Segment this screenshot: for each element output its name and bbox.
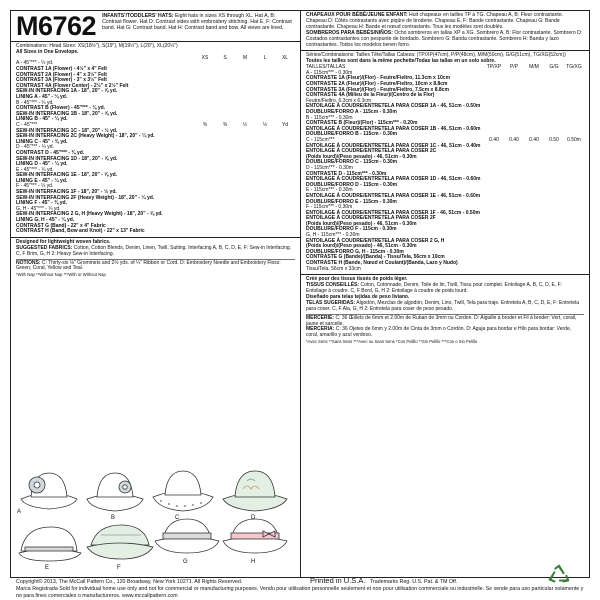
hat-view-f	[87, 525, 153, 559]
telas-text: Algodón, Mezclas de algodón, Denim, Lino, Twill, Tela para traje. Entretela A, B, C, D, E, F: Entretela para coser. C, F Ala, G, H 2: Entretela para coser de peso pesado.	[306, 299, 580, 312]
description-en	[102, 13, 295, 31]
row-label: SEW-IN INTERFACING 1B - 18", 20" - ⅝ yd.	[16, 110, 118, 117]
row-label: ENTOILAGE À COUDRE/ENTRETELA PARA COSER 1C - 46, 51cm - 0.40m	[306, 142, 481, 149]
view-label-a: A	[17, 509, 22, 515]
row-label: LINING A - 45" - ¼ yd.	[16, 93, 68, 100]
row-label: CONTRASTE 4A (Milieu de la Fleur)/(Centro de la Flor)	[306, 92, 435, 99]
row-label: ENTOILAGE À COUDRE/ENTRETELA PARA COSER 2 G, H	[306, 237, 445, 244]
hat-view-h	[223, 519, 287, 553]
description-en-title: INFANTS'/TODDLERS' HATS:	[102, 13, 174, 19]
row-label: SEW-IN INTERFACING 1E - 18", 20" - ⅝ yd.	[16, 172, 118, 179]
size-header-label: TAILLES/TALLAS	[306, 64, 346, 71]
row-label: E - 45"*** - ¼ yd.	[16, 166, 54, 173]
row-label: ENTOILAGE À COUDRE/ENTRETELA PARA COSER 1B - 46, 51cm - 0.60m	[306, 125, 481, 132]
row-label: CONTRASTE D - 115cm*** - 0.30m	[306, 170, 387, 177]
hat-view-a	[21, 473, 77, 509]
size-header: G/G	[549, 64, 559, 71]
row-label: A - 115cm*** - 0.30m	[306, 69, 353, 76]
row-label: F - 115cm*** - 0.30m	[306, 204, 353, 211]
hat-sketches	[15, 461, 297, 573]
yardage-table-en	[16, 56, 295, 235]
row-label: ENTOILAGE À COUDRE/ENTRETELA PARA COSER 1A - 46, 51cm - 0.50m	[306, 103, 481, 110]
row-label: Feutre/Fieltro, 6.3cm x 6.3cm	[306, 97, 372, 104]
row-label: DOUBLURE/FORRO G, H - 115cm - 0.30m	[306, 248, 404, 255]
row-label: SEW-IN INTERFACING 2 G, H (Heavy Weight) - 18", 20" - ⅝ yd.	[16, 211, 163, 218]
table-row	[16, 229, 295, 235]
divider	[301, 274, 589, 275]
row-label: (Poids lourd)/(Peso pesado) - 46, 51cm - 0.30m	[306, 153, 417, 160]
row-label: LINING E - 45" - ¼ yd.	[16, 177, 68, 184]
telas-label: TELAS SUGERIDAS:	[306, 299, 356, 306]
size-header: S	[223, 54, 227, 61]
description-fr-text: Huit chapeaux en tailles TP à TG. Chapeau A, B: Fleur contrastante. Chapeau D: Côtés contrastants avec piqûre de broderie. Chapeau E, F: Bande contrastante. Chapeau G: Bande contrastante. Chapeau H: Bande et nœud contrastants. Tous les modèles sont doublés.	[306, 12, 564, 30]
usage-notice: Marca Registrada Sold for individual home use only and not for commercial or manufacturing purposes. Vendu pour utilisation personnelle seulement et non pour utilisation commerciale ou industrielle. Se vende para uso particular solamente y no para fines comerciales o manufactureros. www.mccallpattern.com	[16, 586, 584, 599]
row-label: LINING F - 45" - ⅜ yd.	[16, 200, 67, 207]
row-label: CONTRAST 3A (Flower) - 3" x 3½" Felt	[16, 77, 107, 84]
series-line: Séries/Combinaisons: Tailles Tête/Tallas Cabeza: (TP/XP(47cm), P/P(48cm), M/M(50cm), G/G(51cm), TG/XG(52cm))	[306, 52, 566, 59]
pattern-number: M6762	[16, 11, 97, 41]
view-label-b: B	[111, 515, 116, 521]
row-label: (Poids lourd)/(Peso pesado) - 46, 51cm - 0.30m	[306, 220, 417, 227]
tissus-text: Coton, Cotonnade, Denim, Toile de lin, Twill, Tissu pour complet. Entoilage A, B, C, D, E, F: Entoilage à coudre. C, F Bord, G, H 2: Entoilage à coudre de poids lourd.	[306, 282, 563, 295]
size-header: M	[242, 54, 248, 61]
row-label: LINING D - 45" - ¼ yd.	[16, 161, 68, 168]
suggested-fabrics-label: SUGGESTED FABRICS:	[16, 244, 73, 251]
row-label: DOUBLURE/FORRO E - 115cm - 0.30m	[306, 198, 397, 205]
view-label-h: H	[251, 559, 256, 565]
row-label: D - 45"*** - ¼ yd.	[16, 144, 54, 151]
description-fr	[306, 13, 584, 31]
row-label: Tissu/Tela, 56cm x 33cm	[306, 265, 361, 272]
view-label-d: D	[251, 515, 256, 521]
row-value: 0.40	[489, 136, 499, 143]
row-label: D - 115cm*** - 0.30m	[306, 164, 353, 171]
all-sizes-note-fr: Toutes les tailles sont dans la même pochette/Todas las tallas en un solo sobre.	[306, 58, 496, 65]
row-value: 0.50m	[567, 136, 581, 143]
row-label: CONTRAST G (Band) - 22" x 4" Fabric	[16, 222, 106, 229]
french-spanish-column	[301, 11, 589, 577]
row-label: C - 115cm***	[306, 136, 335, 143]
row-label: CONTRASTE 3A (Fleur)/(Flor) - Feutre/Fieltro, 7.5cm x 8.8cm	[306, 86, 449, 93]
row-label: SEW-IN INTERFACING 1A - 18", 20" - ⅝ yd.	[16, 88, 118, 95]
merceria-label: MERCERIA:	[306, 326, 335, 333]
notions-label: NOTIONS:	[16, 259, 41, 266]
row-label: CONTRAST H (Band, Bow and Knot) - 22" x 13" Fabric	[16, 228, 145, 235]
trademarks: Trademarks Reg. U.S. Pat. & TM Off.	[370, 579, 458, 585]
row-label: G, H - 45"*** - ¼ yd.	[16, 205, 61, 212]
row-label: SEW-IN INTERFACING 1F - 18", 20" - ½ yd.	[16, 189, 117, 196]
english-column	[11, 11, 301, 577]
row-label: (Poids lourd)/(Peso pesado) - 46, 51cm - 0.30m	[306, 243, 417, 250]
row-label: SEW-IN INTERFACING 2C (Heavy Weight) - 18", 20" - ¼ yd.	[16, 133, 155, 140]
row-label: G, H - 115cm*** - 0.30m	[306, 232, 360, 239]
tissus-label: TISSUS CONSEILLÉS:	[306, 282, 360, 289]
copyright: Copyright© 2013, The McCall Pattern Co., 120 Broadway, New York 10271. All Rights Reserved.	[16, 579, 243, 585]
combinations-line: Combinations: Head Sizes: XS(18½"), S(19"), M(19½"), L(20"), XL(20½")	[16, 43, 178, 49]
row-label: CONTRASTE B (Fleur)/(Flor) - 115cm*** - 0.20m	[306, 120, 418, 127]
row-label: ENTOILAGE À COUDRE/ENTRETELA PARA COSER 2F	[306, 215, 436, 222]
row-label: SEW-IN INTERFACING 1C - 18", 20" - ½ yd.	[16, 127, 118, 134]
telas-sugeridas	[306, 301, 584, 313]
description-en-text: Eight hats in sizes XS through XL. Hat A, B: Contrast flower. Hat D: Contrast sides with embroidery stitching. Hat E, F: Contrast band. Hat G: Contrast band. Hat H: Contrast band and bow. All views are lined.	[102, 13, 292, 31]
notions-text: C: Thirty-six ⅛" Grommets and 2½ yds. of ¼" Ribbon or Cord. D: Embroidery Needle and Embroidery Floss: Green, Coral, Yellow and Teal.	[16, 259, 281, 272]
row-value: 0.40	[509, 136, 519, 143]
merceria-text: C: 36 Ojetes de 6mm y 2.00m de Cinta de 3mm o Cordón. D: Aguja para bordar e Hilo para bordar: Verde, coral, amarillo y azul verdoso.	[306, 326, 572, 339]
divider	[301, 50, 589, 51]
envelope-frame	[10, 10, 590, 578]
disenado-note: Diseñado para telas tejidas de peso liviano.	[306, 293, 410, 300]
row-label: CONTRASTE H (Bande, Nœud et Coulant)/(Banda, Lazo y Nudo)	[306, 260, 458, 267]
hat-view-g	[155, 519, 219, 553]
description-es-title: SOMBREROS PARA BEBÉS/NIÑOS:	[306, 29, 393, 36]
size-header: L	[263, 54, 267, 61]
hat-view-e	[19, 527, 81, 561]
header-en	[16, 13, 295, 39]
row-value: Yd	[281, 121, 289, 128]
row-label: A - 45"*** - ¼ yd.	[16, 60, 54, 67]
divider	[11, 41, 300, 42]
row-label: CONTRAST 2A (Flower) - 4" x 3½" Felt	[16, 71, 107, 78]
row-label: DOUBLURE/FORRO B - 115cm - 0.30m	[306, 131, 398, 138]
designed-for: Designed for lightweight woven fabrics.	[16, 238, 111, 245]
description-es	[306, 31, 584, 49]
row-label: LINING G, H - 45" - ¼ yd.	[16, 217, 75, 224]
row-label: C - 45"***	[16, 121, 38, 128]
row-value: ⅜	[202, 121, 208, 128]
row-value: ½	[262, 121, 268, 128]
size-header: TP/XP	[486, 64, 502, 71]
row-label: CONTRAST B (Flower) - 45"*** - ⅛ yd.	[16, 105, 106, 112]
row-label: CONTRAST 4A (Flower Center) - 2½" x 2½" Felt	[16, 82, 129, 89]
footer	[10, 578, 590, 598]
row-label: CONTRASTE 1A (Fleur)/(Flor) - Feutre/Fieltro, 11.3cm x 10cm	[306, 75, 451, 82]
view-label-g: G	[183, 559, 188, 565]
hat-view-c	[153, 471, 213, 511]
row-label: DOUBLURE/FORRO C - 115cm - 0.30m	[306, 159, 398, 166]
row-label: B - 115cm*** - 0.30m	[306, 114, 353, 121]
row-label: ENTOILAGE À COUDRE/ENTRETELA PARA COSER 1D - 46, 51cm - 0.60m	[306, 176, 481, 183]
row-label: LINING B - 45" - ¼ yd.	[16, 116, 68, 123]
recycle-icon	[548, 564, 570, 586]
row-label: F - 45"*** - ¼ yd.	[16, 183, 54, 190]
row-label: ENTOILAGE À COUDRE/ENTRETELA PARA COSER 1F - 46, 51cm - 0.50m	[306, 209, 480, 216]
row-value: 0.50	[549, 136, 559, 143]
size-header: P/P	[509, 64, 519, 71]
view-label-c: C	[175, 515, 180, 521]
row-label: ENTOILAGE À COUDRE/ENTRETELA PARA COSER 1E - 46, 51cm - 0.60m	[306, 192, 481, 199]
row-value: ⅜	[222, 121, 228, 128]
row-label: CONTRASTE G (Bande)/(Banda) - Tissu/Tela, 56cm x 10cm	[306, 254, 445, 261]
row-label: LINING C - 45" - ⅜ yd.	[16, 138, 68, 145]
row-label: CONTRASTE 2A (Fleur)/(Flor) - Feutre/Fieltro, 10cm x 8.8cm	[306, 81, 448, 88]
nap-note-fr: *Avec Sens **Sans Sens ***Avec ou Sans Sens *Con Pelillo **Sin Pelillo ***Con o Sin Pelillo	[306, 339, 478, 345]
row-value: ½	[242, 121, 248, 128]
suggested-fabrics	[16, 246, 295, 258]
size-header: XL	[281, 54, 289, 61]
row-label: B - 45"*** - ¼ yd.	[16, 99, 54, 106]
view-label-f: F	[117, 565, 121, 571]
row-label: DOUBLURE/FORRO F - 115cm - 0.30m	[306, 226, 397, 233]
size-header: TG/XG	[566, 64, 582, 71]
row-label: CONTRAST 1A (Flower) - 4½" x 4" Felt	[16, 66, 107, 72]
description-es-text: Ocho sombreros en tallas XP a XG. Sombrero A, B: Flor contrastante. Sombrero D: Costados contrastantes con pespunte de bordado. Sombrero G: Banda contrastante. Sombrero H: Banda y lazo contrastantes. Todos los modelos tienen forro.	[306, 29, 583, 48]
row-label: ENTOILAGE À COUDRE/ENTRETELA PARA COSER 2C	[306, 148, 437, 155]
all-sizes-note: All Sizes in One Envelope.	[16, 48, 79, 55]
nap-note-en: *With Nap **Without Nap ***With or Without Nap	[16, 272, 106, 278]
description-fr-title: CHAPEAUX POUR BÉBÉ/JEUNE ENFANT:	[306, 12, 408, 18]
hat-view-b	[87, 473, 143, 511]
hat-sketches-svg	[15, 461, 297, 573]
size-header: XS	[201, 54, 209, 61]
printed-in: Printed in U.S.A.	[310, 576, 366, 585]
row-value: 0.40	[529, 136, 539, 143]
mercerie-label: MERCERIE:	[306, 314, 335, 321]
row-label: DOUBLURE/FORRO D - 115cm - 0.30m	[306, 181, 398, 188]
merceria	[306, 327, 584, 339]
mercerie-text: C: 36 Œillets de 6mm et 2.00m de Ruban de 3mm ou Cordon. D: Aiguille à broder et Fil à broder: Vert, corail, jaune et sarcelle.	[306, 314, 577, 327]
suggested-fabrics-text: Cotton, Cotton Blends, Denim, Linen, Twill, Suiting. Interfacing A, B, C, D, E, F: Sew-in Interfacing. C, F Brim, G, H 2: Heavy Sew-in Interfacing.	[16, 244, 292, 257]
yardage-table-fr	[306, 65, 584, 272]
table-row	[306, 267, 584, 273]
row-label: SEW-IN INTERFACING 2F (Heavy Weight) - 18", 20" - ¼ yd.	[16, 194, 155, 201]
row-label: SEW-IN INTERFACING 1D - 18", 20" - ⅝ yd.	[16, 155, 118, 162]
notions	[16, 261, 295, 273]
view-label-e: E	[45, 565, 50, 571]
row-label: DOUBLURE/FORRO A - 115cm - 0.30m	[306, 109, 397, 115]
cree-note: Créé pour des tissus tissés de poids léger.	[306, 276, 408, 283]
row-label: CONTRAST D - 45"*** - ⅜ yd.	[16, 149, 85, 156]
divider	[11, 237, 300, 238]
row-label: E - 115cm*** - 0.30m	[306, 187, 353, 194]
hat-view-d	[223, 471, 287, 511]
size-header: M/M	[529, 64, 539, 71]
